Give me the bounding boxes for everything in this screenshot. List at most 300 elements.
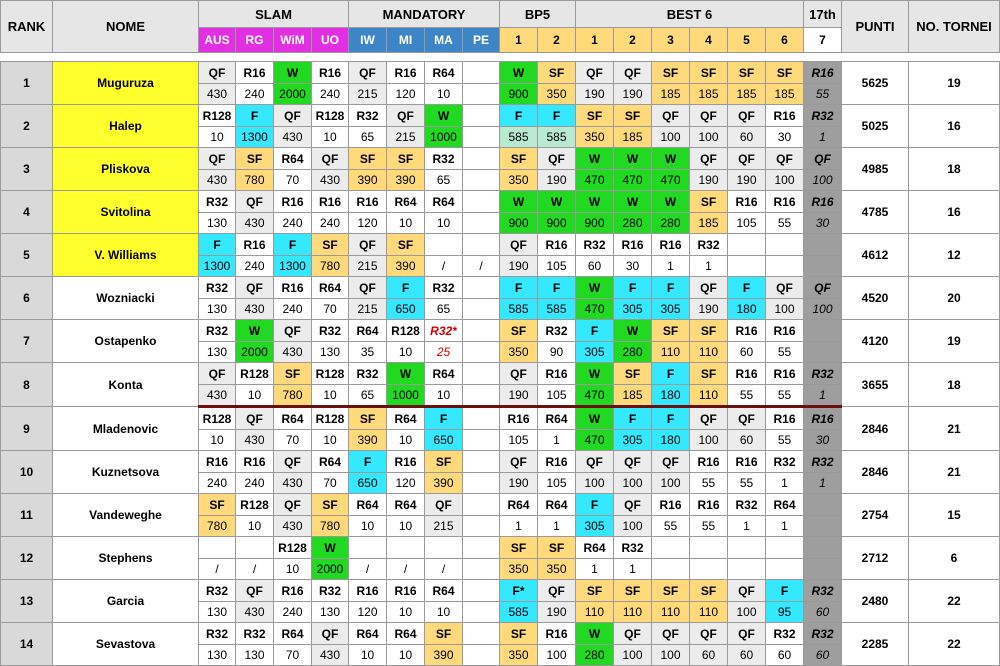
points-cell: 105 — [728, 213, 766, 234]
result-cell — [463, 105, 500, 127]
points-cell: 10 — [312, 127, 349, 148]
result-cell — [766, 537, 804, 559]
result-cell: QF — [349, 234, 387, 256]
result-cell: QF — [766, 148, 804, 170]
points-cell: 60 — [766, 645, 804, 666]
result-cell: W — [576, 623, 614, 645]
points-cell: 900 — [538, 213, 576, 234]
result-cell — [463, 407, 500, 430]
result-cell: SF — [728, 62, 766, 84]
points-cell — [463, 299, 500, 320]
player-name: Stephens — [53, 537, 199, 580]
points-cell: 10 — [199, 430, 236, 451]
result-cell: SF — [500, 148, 538, 170]
result-cell: QF — [728, 105, 766, 127]
points-cell: 190 — [500, 256, 538, 277]
rank-cell: 2 — [1, 105, 53, 148]
result-cell: R16 — [349, 191, 387, 213]
points-cell: 470 — [576, 430, 614, 451]
result-cell: QF — [690, 623, 728, 645]
points-cell: 65 — [425, 170, 463, 191]
result-cell: R64 — [274, 148, 312, 170]
points-cell: 1 — [690, 256, 728, 277]
result-cell: SF — [349, 407, 387, 430]
result-cell: QF — [576, 451, 614, 473]
points-cell: 470 — [576, 170, 614, 191]
points-cell: 10 — [236, 516, 274, 537]
result-cell: R64 — [425, 191, 463, 213]
slam-header: SLAM — [199, 1, 349, 28]
result-cell: R16 — [538, 363, 576, 385]
points-cell: 180 — [728, 299, 766, 320]
result-cell: R64 — [349, 320, 387, 342]
result-cell: R16 — [500, 407, 538, 430]
points-cell: 780 — [236, 170, 274, 191]
points-cell: 190 — [538, 602, 576, 623]
table-row — [1, 320, 1000, 342]
points-cell: 65 — [425, 299, 463, 320]
points-cell: 190 — [500, 473, 538, 494]
points-cell: 65 — [349, 385, 387, 407]
points-cell: 1 — [576, 559, 614, 580]
slam-col-rg: RG — [236, 28, 274, 53]
best6-col-2: 2 — [614, 28, 652, 53]
points-cell — [463, 516, 500, 537]
table-row — [1, 363, 1000, 385]
points-cell: 100 — [728, 602, 766, 623]
result-cell: R64 — [349, 623, 387, 645]
result-cell: R32 — [349, 363, 387, 385]
points-cell: / — [199, 559, 236, 580]
rank-cell: 14 — [1, 623, 53, 666]
points-cell: 240 — [274, 299, 312, 320]
slam-col-wim: WiM — [274, 28, 312, 53]
result-cell: R16 — [236, 451, 274, 473]
result-cell: R128 — [387, 320, 425, 342]
points-cell: 430 — [274, 516, 312, 537]
result-cell: F — [652, 407, 690, 430]
rank-cell: 6 — [1, 277, 53, 320]
result-cell: QF — [349, 277, 387, 299]
points-cell: 10 — [425, 602, 463, 623]
table-row — [1, 62, 1000, 84]
points-cell: 215 — [349, 84, 387, 105]
result-cell: R64 — [425, 363, 463, 385]
player-name: Wozniacki — [53, 277, 199, 320]
result-cell: R16 — [728, 320, 766, 342]
points-cell: 430 — [236, 602, 274, 623]
result-cell: SF — [690, 580, 728, 602]
points-cell: 650 — [425, 430, 463, 451]
points-cell: 105 — [538, 473, 576, 494]
points-cell: / — [236, 559, 274, 580]
points-cell: 240 — [236, 84, 274, 105]
points-cell: 55 — [690, 473, 728, 494]
result-cell: QF — [274, 105, 312, 127]
points-cell — [766, 256, 804, 277]
table-row — [1, 105, 1000, 127]
result-cell: R64 — [387, 407, 425, 430]
points-cell: 650 — [387, 299, 425, 320]
result-cell — [199, 537, 236, 559]
result-cell: SF — [690, 191, 728, 213]
result-cell: QF — [652, 105, 690, 127]
points-cell: 240 — [274, 602, 312, 623]
points-cell: 100 — [652, 473, 690, 494]
result-cell: F — [199, 234, 236, 256]
points-cell: 780 — [312, 516, 349, 537]
points-cell: 430 — [199, 170, 236, 191]
points-cell: 70 — [274, 430, 312, 451]
result-cell: R64 — [766, 494, 804, 516]
result-cell: SF — [387, 148, 425, 170]
points-cell: / — [463, 256, 500, 277]
points-cell: 55 — [728, 385, 766, 407]
result-cell: R16 — [538, 623, 576, 645]
bp5-col-1: 1 — [500, 28, 538, 53]
points-cell: 10 — [387, 602, 425, 623]
result-cell: R16 — [690, 451, 728, 473]
result-cell: SF — [425, 623, 463, 645]
slam-col-aus: AUS — [199, 28, 236, 53]
points-cell: 185 — [690, 213, 728, 234]
result-cell: F — [500, 277, 538, 299]
points-cell: 10 — [425, 84, 463, 105]
result-cell: W — [576, 191, 614, 213]
points-cell: 70 — [274, 170, 312, 191]
result-cell: R64 — [576, 537, 614, 559]
result-cell: W — [652, 148, 690, 170]
points-cell — [463, 559, 500, 580]
points-cell: 60 — [728, 127, 766, 148]
points-cell: 900 — [576, 213, 614, 234]
result-cell: R64 — [425, 62, 463, 84]
points-cell — [804, 342, 842, 363]
rank-cell: 8 — [1, 363, 53, 407]
result-cell: QF — [690, 148, 728, 170]
points-cell — [463, 645, 500, 666]
points-cell: 185 — [728, 84, 766, 105]
points-cell: 240 — [199, 473, 236, 494]
points-cell: 25 — [425, 342, 463, 363]
result-cell: F — [349, 451, 387, 473]
points-cell: 10 — [199, 127, 236, 148]
result-cell: R128 — [236, 494, 274, 516]
points-cell: 10 — [349, 516, 387, 537]
points-cell: 350 — [500, 170, 538, 191]
points-cell: 470 — [614, 170, 652, 191]
rank-cell: 4 — [1, 191, 53, 234]
rank-cell: 12 — [1, 537, 53, 580]
points-cell: 130 — [199, 602, 236, 623]
result-cell: R16 — [312, 191, 349, 213]
result-cell: SF — [236, 148, 274, 170]
table-row — [1, 234, 1000, 256]
result-cell: R32 — [236, 623, 274, 645]
result-cell: QF — [538, 580, 576, 602]
points-cell: 100 — [652, 645, 690, 666]
result-cell: R64 — [387, 623, 425, 645]
points-cell: 35 — [349, 342, 387, 363]
best6-col-4: 4 — [690, 28, 728, 53]
rank-cell: 3 — [1, 148, 53, 191]
result-cell — [728, 234, 766, 256]
points-cell: 55 — [690, 516, 728, 537]
points-cell: 55 — [766, 385, 804, 407]
result-cell: W — [576, 277, 614, 299]
points-cell: 30 — [766, 127, 804, 148]
points-cell: 10 — [349, 645, 387, 666]
result-cell: QF — [199, 62, 236, 84]
result-cell — [425, 537, 463, 559]
result-cell: SF — [538, 62, 576, 84]
result-cell: R32 — [804, 580, 842, 602]
result-cell: SF — [652, 580, 690, 602]
result-cell: R16 — [236, 62, 274, 84]
result-cell: QF — [576, 62, 614, 84]
nome-header: NOME — [53, 1, 199, 53]
punti-cell: 4520 — [842, 277, 909, 320]
result-cell: R64 — [538, 494, 576, 516]
rank-header: RANK — [1, 1, 53, 53]
result-cell: F — [538, 105, 576, 127]
result-cell: W — [576, 148, 614, 170]
result-cell: R16 — [387, 580, 425, 602]
result-cell — [463, 363, 500, 385]
player-name: Konta — [53, 363, 199, 407]
result-cell: R128 — [274, 537, 312, 559]
points-cell: 215 — [349, 299, 387, 320]
punti-cell: 3655 — [842, 363, 909, 407]
points-cell: 30 — [804, 430, 842, 451]
points-cell: 280 — [614, 213, 652, 234]
best6-col-5: 5 — [728, 28, 766, 53]
points-cell: 1300 — [236, 127, 274, 148]
result-cell: QF — [199, 363, 236, 385]
result-cell — [690, 537, 728, 559]
points-cell: 110 — [576, 602, 614, 623]
result-cell: F — [236, 105, 274, 127]
points-cell: 110 — [652, 602, 690, 623]
result-cell: W — [500, 191, 538, 213]
points-cell: 215 — [349, 256, 387, 277]
points-cell: 100 — [690, 430, 728, 451]
tornei-cell: 22 — [909, 623, 1000, 666]
points-cell — [463, 385, 500, 407]
points-cell — [463, 127, 500, 148]
mand-col-mi: MI — [387, 28, 425, 53]
points-cell: / — [425, 256, 463, 277]
points-cell: 55 — [652, 516, 690, 537]
result-cell: W — [576, 363, 614, 385]
points-cell: 430 — [312, 645, 349, 666]
points-cell: 180 — [652, 385, 690, 407]
points-cell: 390 — [387, 170, 425, 191]
result-cell: SF — [312, 494, 349, 516]
result-cell — [463, 62, 500, 84]
result-cell: W — [614, 320, 652, 342]
table-row — [1, 277, 1000, 299]
result-cell: F — [576, 320, 614, 342]
points-cell: 110 — [690, 385, 728, 407]
player-name: Kuznetsova — [53, 451, 199, 494]
points-cell: 90 — [538, 342, 576, 363]
result-cell: QF — [652, 451, 690, 473]
points-cell — [463, 473, 500, 494]
tornei-cell: 21 — [909, 451, 1000, 494]
result-cell — [463, 320, 500, 342]
points-cell: 10 — [425, 213, 463, 234]
result-cell: R16 — [538, 234, 576, 256]
points-cell: 240 — [236, 473, 274, 494]
result-cell: QF — [500, 451, 538, 473]
tornei-cell: 21 — [909, 407, 1000, 451]
result-cell: QF — [804, 277, 842, 299]
result-cell: F — [652, 363, 690, 385]
result-cell: QF — [690, 277, 728, 299]
result-cell: QF — [425, 494, 463, 516]
points-cell: 10 — [236, 385, 274, 407]
points-cell: 190 — [576, 84, 614, 105]
points-cell: 1000 — [387, 385, 425, 407]
points-cell: 780 — [274, 385, 312, 407]
slam-col-uo: UO — [312, 28, 349, 53]
result-cell: F — [387, 277, 425, 299]
result-cell: R16 — [274, 277, 312, 299]
points-cell: 190 — [728, 170, 766, 191]
player-name: Vandeweghe — [53, 494, 199, 537]
result-cell: QF — [690, 105, 728, 127]
points-cell: 100 — [766, 170, 804, 191]
result-cell: SF — [538, 537, 576, 559]
result-cell: SF — [766, 62, 804, 84]
points-cell: 585 — [500, 299, 538, 320]
points-cell — [463, 84, 500, 105]
bp5-header: BP5 — [500, 1, 576, 28]
points-cell: 100 — [614, 516, 652, 537]
result-cell: R64 — [349, 494, 387, 516]
result-cell: R32 — [425, 277, 463, 299]
result-cell: R16 — [804, 407, 842, 430]
punti-cell: 2754 — [842, 494, 909, 537]
points-cell: 100 — [652, 127, 690, 148]
result-cell: F — [614, 277, 652, 299]
result-cell: SF — [652, 320, 690, 342]
points-cell: 55 — [766, 342, 804, 363]
points-cell — [463, 602, 500, 623]
points-cell: 105 — [500, 430, 538, 451]
points-cell: 190 — [690, 299, 728, 320]
points-cell: 1 — [538, 516, 576, 537]
punti-cell: 2712 — [842, 537, 909, 580]
result-cell: R32 — [804, 105, 842, 127]
result-cell: F — [728, 277, 766, 299]
result-cell: R16 — [766, 320, 804, 342]
result-cell: SF — [425, 451, 463, 473]
points-cell: 305 — [576, 516, 614, 537]
points-cell: 70 — [312, 473, 349, 494]
result-cell — [387, 537, 425, 559]
result-cell: R16 — [766, 191, 804, 213]
punti-cell: 2285 — [842, 623, 909, 666]
result-cell: F — [652, 277, 690, 299]
spacer-cell — [1, 53, 1000, 62]
result-cell: R16 — [804, 191, 842, 213]
player-name: V. Williams — [53, 234, 199, 277]
points-cell: 1 — [804, 473, 842, 494]
points-cell — [463, 342, 500, 363]
points-cell: 470 — [652, 170, 690, 191]
points-cell: 100 — [804, 299, 842, 320]
result-cell: R16 — [766, 407, 804, 430]
table-row — [1, 494, 1000, 516]
points-cell — [463, 170, 500, 191]
result-cell: F — [576, 494, 614, 516]
points-cell: 110 — [690, 342, 728, 363]
result-cell: R32 — [576, 234, 614, 256]
points-cell: 780 — [312, 256, 349, 277]
result-cell: R64 — [538, 407, 576, 430]
result-cell: R128 — [312, 407, 349, 430]
table-row — [1, 623, 1000, 645]
result-cell: F — [766, 580, 804, 602]
points-cell: 240 — [312, 84, 349, 105]
player-name: Svitolina — [53, 191, 199, 234]
points-cell: 30 — [614, 256, 652, 277]
result-cell — [463, 148, 500, 170]
result-cell — [425, 234, 463, 256]
points-cell: 10 — [387, 213, 425, 234]
result-cell: R16 — [312, 62, 349, 84]
points-cell: 65 — [349, 127, 387, 148]
result-cell: QF — [312, 148, 349, 170]
result-cell: QF — [236, 191, 274, 213]
points-cell: 55 — [766, 430, 804, 451]
result-cell: SF — [500, 623, 538, 645]
result-cell: R16 — [274, 191, 312, 213]
result-cell: QF — [538, 148, 576, 170]
points-cell: 180 — [652, 430, 690, 451]
result-cell: R64 — [312, 451, 349, 473]
points-cell — [690, 559, 728, 580]
result-cell: R16 — [538, 451, 576, 473]
result-cell: R16 — [387, 62, 425, 84]
points-cell: 30 — [804, 213, 842, 234]
result-cell: R32 — [804, 623, 842, 645]
result-cell: R16 — [766, 363, 804, 385]
result-cell: R16 — [728, 191, 766, 213]
points-cell: 585 — [538, 299, 576, 320]
result-cell: R64 — [500, 494, 538, 516]
result-cell: F — [614, 407, 652, 430]
result-cell: QF — [766, 277, 804, 299]
result-cell: R64 — [312, 277, 349, 299]
result-cell: R32 — [312, 580, 349, 602]
points-cell: 390 — [425, 645, 463, 666]
result-cell: QF — [274, 320, 312, 342]
points-cell: 185 — [652, 84, 690, 105]
player-name: Ostapenko — [53, 320, 199, 363]
player-name: Pliskova — [53, 148, 199, 191]
result-cell: QF — [614, 62, 652, 84]
points-cell: 1 — [766, 473, 804, 494]
result-cell: QF — [312, 623, 349, 645]
points-cell: 1300 — [274, 256, 312, 277]
result-cell: F* — [500, 580, 538, 602]
result-cell: W — [425, 105, 463, 127]
points-cell: 185 — [614, 385, 652, 407]
points-cell: 95 — [766, 602, 804, 623]
